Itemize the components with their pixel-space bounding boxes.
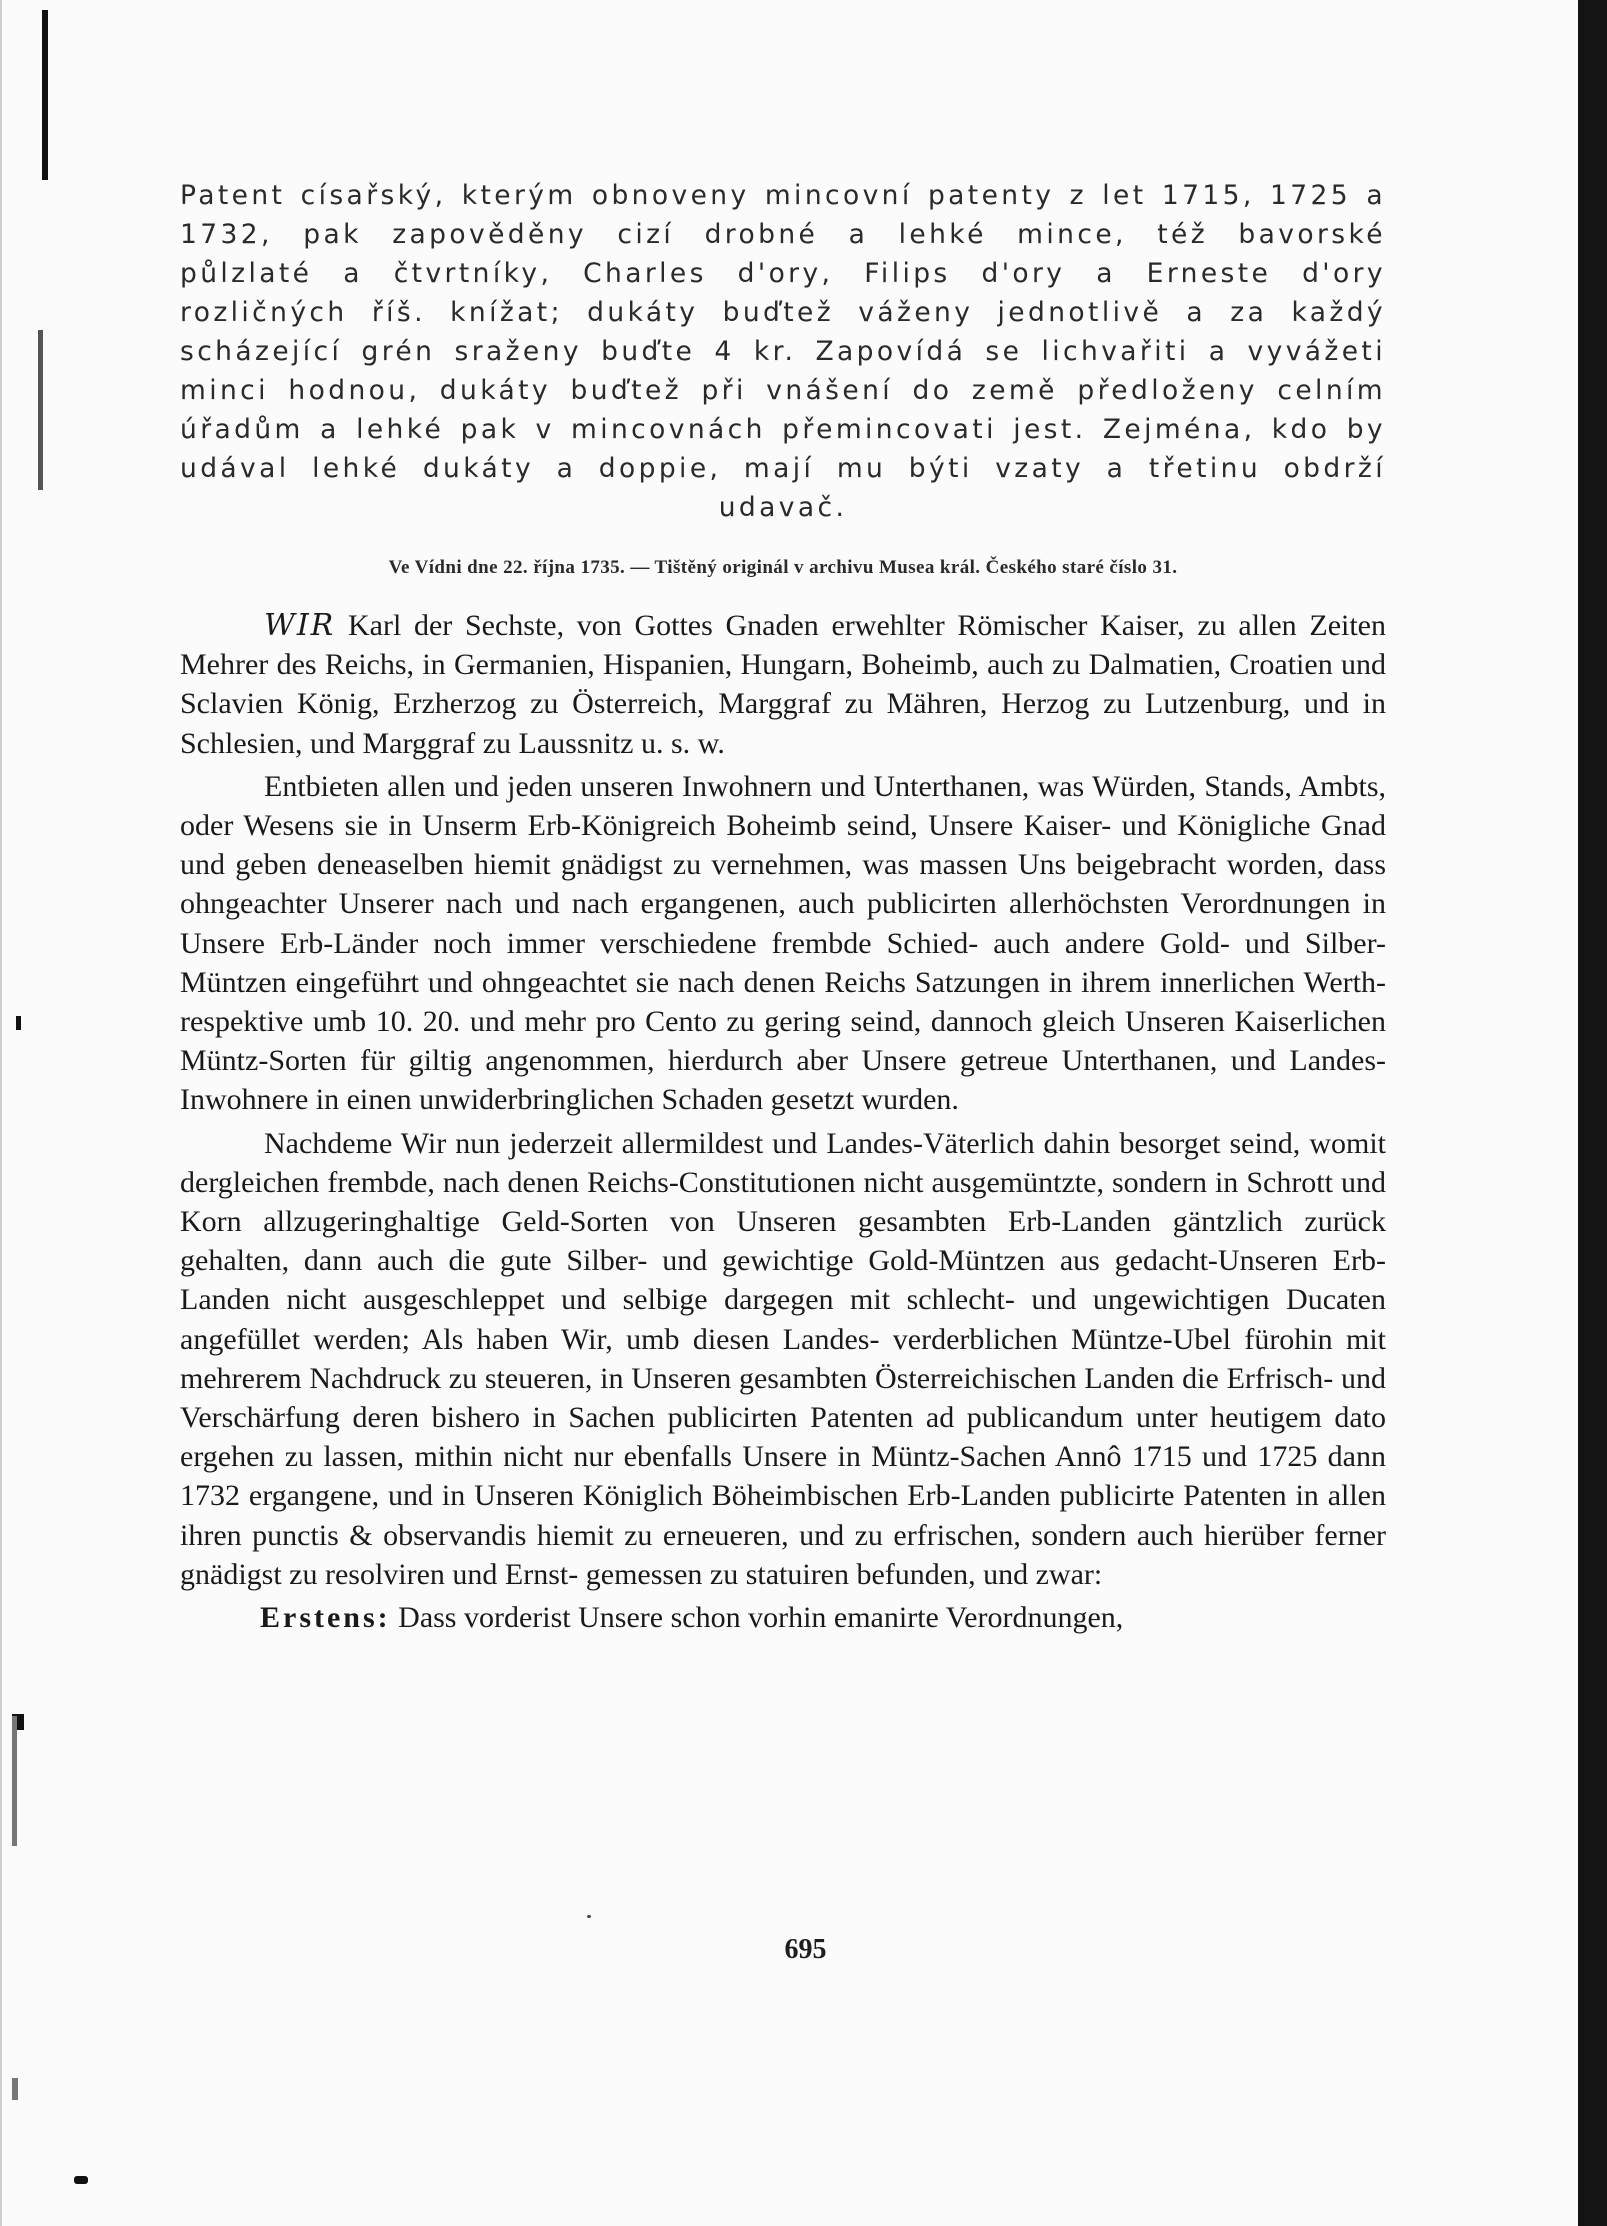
binding-edge-mark	[38, 330, 43, 490]
paragraph-first-article	[180, 1598, 1386, 1637]
scan-border	[1578, 0, 1607, 2226]
patent-text	[180, 606, 1386, 1641]
binding-edge-mark	[12, 1716, 17, 1846]
binding-edge-mark	[16, 1016, 21, 1030]
ink-speck	[587, 1915, 591, 1918]
binding-edge-mark	[12, 2078, 18, 2100]
binding-edge-mark	[74, 2176, 88, 2184]
paragraph-text: Karl der Sechste, von Gottes Gnaden erwehlter Römischer Kaiser, zu allen Zeiten Mehrer des Reichs, in Germanien, Hispanien, Hungarn, Boheimb, auch zu Dalmatien, Croatien und Sclavien König, Erzherzog zu Österreich, Marggraf zu Mähren, Herzog zu Lutzenburg, und in Schlesien, und Marggraf zu Laussnitz u. s. w.	[180, 609, 1386, 760]
paragraph: Nachdeme Wir nun jederzeit allermildest und Landes-Väterlich dahin besorget seind, womit dergleichen frembde, nach denen Reichs-Constitutionen nicht ausgemüntzte, sondern in Schrott und Korn allzugeringhaltige Geld-Sorten von Unseren gesambten Erb-Landen gäntzlich zurück gehalten, dann auch die gute Silber- und gewichtige Gold-Müntzen aus gedacht-Unseren Erb-Landen nicht ausgeschleppet und selbige dargegen mit schlecht- und ungewichtigen Ducaten angefüllet werden; Als haben Wir, umb diesen Landes- verderblichen Müntze-Ubel fürohin mit mehrerem Nachdruck zu steueren, in Unseren gesambten Österreichischen Landen die Erfrisch- und Verschärfung deren bishero in Sachen publicirten Patenten ad publicandum unter heutigem dato ergehen zu lassen, mithin nicht nur ebenfalls Unsere in Müntz-Sachen Annô 1715 und 1725 dann 1732 ergangene, und in Unseren Königlich Böheimbischen Erb-Landen publicirte Patenten in allen ihren punctis & observandis hiemit zu erneueren, und zu erfrischen, sondern auch hierüber ferner gnädigst zu resolviren und Ernst- gemessen zu statuiren befunden, und zwar:	[180, 1126, 1386, 1591]
paragraph-intro	[180, 606, 1386, 763]
page-number: 695	[784, 1934, 827, 1965]
dateline: Ve Vídni dne 22. října 1735. — Tištěný originál v archivu Musea král. Českého staré číslo 31.	[388, 557, 1178, 578]
binding-edge-mark	[42, 10, 48, 180]
article-lead: Erstens:	[260, 1601, 391, 1635]
decorative-initials: WIR	[264, 608, 336, 643]
paragraph: Entbieten allen und jeden unseren Inwohnern und Unterthanen, was Würden, Stands, Ambts, oder Wesens sie in Unserm Erb-Königreich Boheimb seind, Unsere Kaiser- und Königliche Gnad und geben deneaselben hiemit gnädigst zu vernehmen, was massen Uns beigebracht worden, dass ohngeachter Unserer nach und nach ergangenen, auch publicirten allerhöchsten Verordnungen in Unsere Erb-Länder noch immer verschiedene frembde Schied- auch andere Gold- und Silber-Müntzen eingeführt und ohngeachtet sie nach denen Reichs Satzungen in ihrem innerlichen Werth- respektive umb 10. 20. und mehr pro Cento zu gering seind, dannoch gleich Unseren Kaiserlichen Müntz-Sorten für giltig angenommen, hierdurch aber Unsere getreue Unterthanen, und Landes-Inwohnere in einen unwiderbringlichen Schaden gesetzt wurden.	[180, 769, 1386, 1117]
czech-summary: Patent císařský, kterým obnoveny mincovní patenty z let 1715, 1725 a 1732, pak zapověděny cizí drobné a lehké mince, též bavorské půlzlaté a čtvrtníky, Charles d'ory, Filips d'ory a Erneste d'ory rozličných říš. knížat; dukáty buďtež váženy jednotlivě a za každý scházející grén sraženy buďte 4 kr. Zapovídá se lichvařiti a vyvážeti minci hodnou, dukáty buďtež při vnášení do země předloženy celním úřadům a lehké pak v mincovnách přemincovati jest. Zejména, kdo by udával lehké dukáty a doppie, mají mu býti vzaty a třetinu obdrží udavač.	[180, 180, 1386, 523]
paragraph-text: Dass vorderist Unsere schon vorhin emanirte Verordnungen,	[390, 1601, 1124, 1635]
